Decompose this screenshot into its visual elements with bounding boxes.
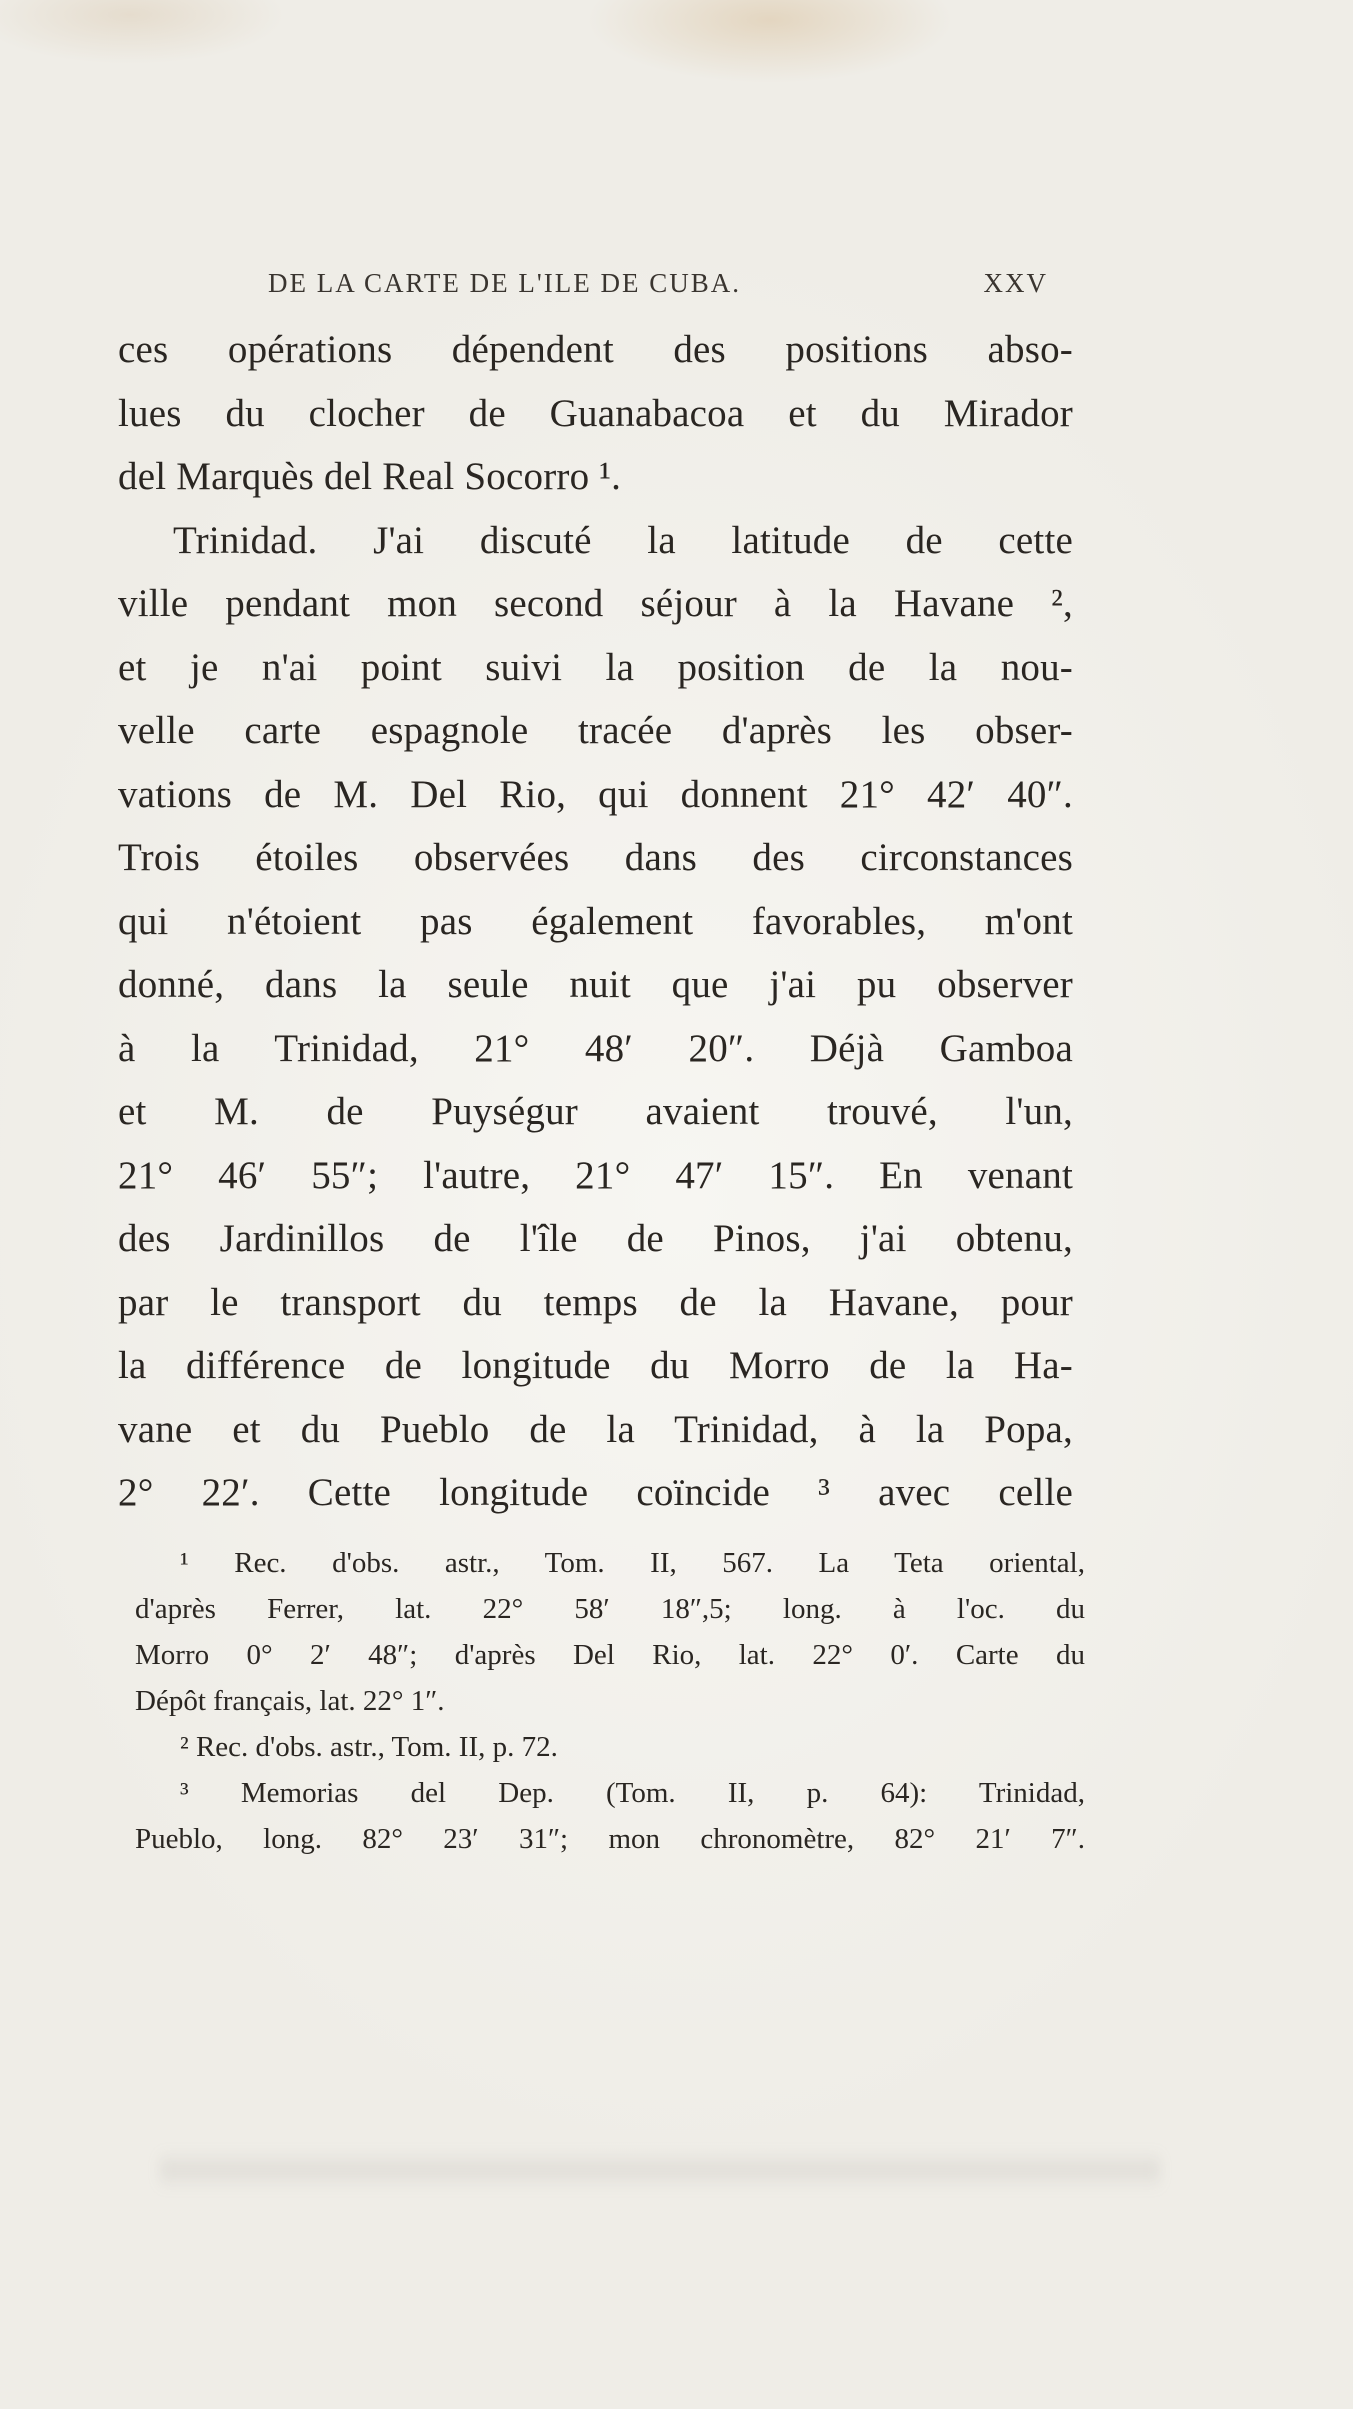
text-line: des Jardinillos de l'île de Pinos, j'ai obtenu, <box>118 1217 1073 1260</box>
text-line: Trois étoiles observées dans des circonstances <box>118 836 1073 879</box>
text-line: Trinidad. J'ai discuté la latitude de cette <box>173 518 1073 562</box>
text-line: donné, dans la seule nuit que j'ai pu observer <box>118 963 1073 1006</box>
text-line: vane et du Pueblo de la Trinidad, à la Popa, <box>118 1407 1073 1451</box>
text-line: par le transport du temps de la Havane, pour <box>118 1280 1073 1324</box>
text-line: la différence de longitude du Morro de la Ha- <box>118 1344 1073 1387</box>
running-head-title: DE LA CARTE DE L'ILE DE CUBA. <box>268 268 741 298</box>
footnote-line: ³ Memorias del Dep. (Tom. II, p. 64): Trinidad, <box>180 1777 1085 1809</box>
text-line: del Marquès del Real Socorro ¹. <box>118 455 622 498</box>
text-line: ville pendant mon second séjour à la Havane ², <box>118 582 1073 625</box>
footnote-line: Morro 0° 2′ 48″; d'après Del Rio, lat. 22° 0′. Carte du <box>135 1639 1085 1671</box>
page-number: XXV <box>983 268 1048 298</box>
running-head <box>268 268 1048 308</box>
text-line: 21° 46′ 55″; l'autre, 21° 47′ 15″. En venant <box>118 1153 1073 1197</box>
main-text <box>118 318 1073 1525</box>
text-line: ces opérations dépendent des positions abso- <box>118 328 1073 371</box>
text-line: lues du clocher de Guanabacoa et du Mirador <box>118 391 1073 435</box>
footnote-line: Dépôt français, lat. 22° 1″. <box>135 1685 445 1717</box>
footnotes <box>135 1540 1085 1862</box>
text-line: velle carte espagnole tracée d'après les obser- <box>118 709 1073 752</box>
footnote-line: ² Rec. d'obs. astr., Tom. II, p. 72. <box>180 1731 558 1763</box>
text-line: et M. de Puységur avaient trouvé, l'un, <box>118 1090 1073 1133</box>
text-line: à la Trinidad, 21° 48′ 20″. Déjà Gamboa <box>118 1026 1073 1070</box>
footnote-line: d'après Ferrer, lat. 22° 58′ 18″,5; long. à l'oc. du <box>135 1593 1085 1625</box>
footnote-line: Pueblo, long. 82° 23′ 31″; mon chronomètre, 82° 21′ 7″. <box>135 1823 1085 1855</box>
page-shadow <box>160 2150 1160 2190</box>
text-line: et je n'ai point suivi la position de la nou- <box>118 645 1073 689</box>
footnote-line: ¹ Rec. d'obs. astr., Tom. II, 567. La Teta oriental, <box>180 1547 1085 1579</box>
text-line: 2° 22′. Cette longitude coïncide ³ avec celle <box>118 1471 1073 1514</box>
text-line: qui n'étoient pas également favorables, m'ont <box>118 899 1073 943</box>
text-line: vations de M. Del Rio, qui donnent 21° 42′ 40″. <box>118 772 1073 816</box>
